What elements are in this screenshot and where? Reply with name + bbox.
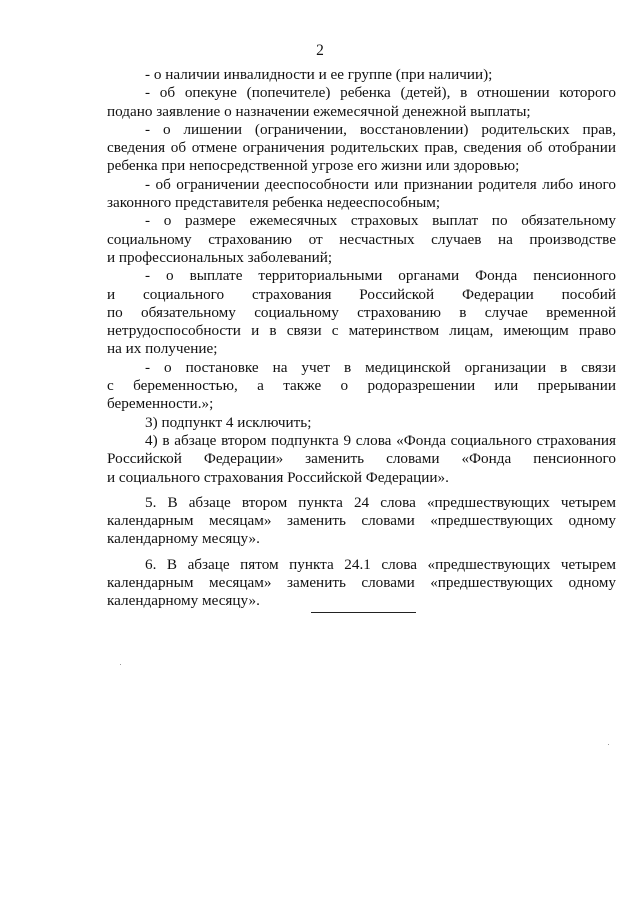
paragraph-pregnancy [107,359,616,414]
paragraph-subitem-4 [107,432,616,487]
text-line: по обязательному социальному страхованию в случае временной [107,303,616,321]
text-line: ребенка при непосредственной угрозе его жизни или здоровью; [107,157,520,175]
paragraph-parental-rights [107,121,616,176]
paragraph-item-5 [107,494,616,549]
page-number: 2 [316,42,324,59]
text-line: законного представителя ребенка недееспособным; [107,194,441,212]
paragraph-disability [107,66,616,84]
text-line: беременности.»; [107,395,214,413]
text-line: подано заявление о назначении ежемесячной денежной выплаты; [107,102,531,120]
text-line: календарному месяцу». [107,592,260,610]
paragraph-subitem-3 [107,414,616,432]
text-line: - о постановке на учет в медицинской организации в связи [145,358,616,376]
text-line: на их получение; [107,340,218,358]
scan-speck [120,664,121,665]
text-line: Российской Федерации» заменить словами «Фонда пенсионного [107,450,616,468]
document-body [107,66,616,611]
text-line: и социального страхования Российской Федерации пособий [107,285,616,303]
text-line: 4) в абзаце втором подпункта 9 слова «Фонда социального страхования [145,431,616,449]
text-line: - о размере ежемесячных страховых выплат по обязательному [145,212,616,230]
text-line: - о наличии инвалидности и ее группе (при наличии); [145,66,493,83]
paragraph-guardian [107,84,616,121]
text-line: - о выплате территориальными органами Фонда пенсионного [145,267,616,285]
text-line: - об опекуне (попечителе) ребенка (детей), в отношении которого [145,84,616,102]
text-line: и социального страхования Российской Федерации». [107,468,449,486]
end-rule [311,612,416,613]
text-line: 3) подпункт 4 исключить; [145,413,312,431]
paragraph-fund-benefits [107,267,616,358]
text-line: 6. В абзаце пятом пункта 24.1 слова «предшествующих четырем [145,555,616,573]
text-line: нетрудоспособности и в связи с материнством лицам, имеющим право [107,322,616,340]
text-line: с беременностью, а также о родоразрешении или прерывании [107,377,616,395]
paragraph-insurance-payments [107,212,616,267]
text-line: 5. В абзаце втором пункта 24 слова «предшествующих четырем [145,493,616,511]
paragraph-legal-capacity [107,176,616,213]
text-line: календарным месяцам» заменить словами «предшествующих одному [107,512,616,530]
text-line: - об ограничении дееспособности или признании родителя либо иного [145,175,616,193]
text-line: календарному месяцу». [107,530,260,548]
text-line: - о лишении (ограничении, восстановлении) родительских прав, [145,120,616,138]
text-line: сведения об отмене ограничения родительских прав, сведения об отобрании [107,139,616,157]
text-line: и профессиональных заболеваний; [107,248,333,266]
text-line: социальному страхованию от несчастных случаев на производстве [107,230,616,248]
paragraph-item-6 [107,556,616,611]
text-line: календарным месяцам» заменить словами «предшествующих одному [107,574,616,592]
scan-speck [608,744,609,745]
